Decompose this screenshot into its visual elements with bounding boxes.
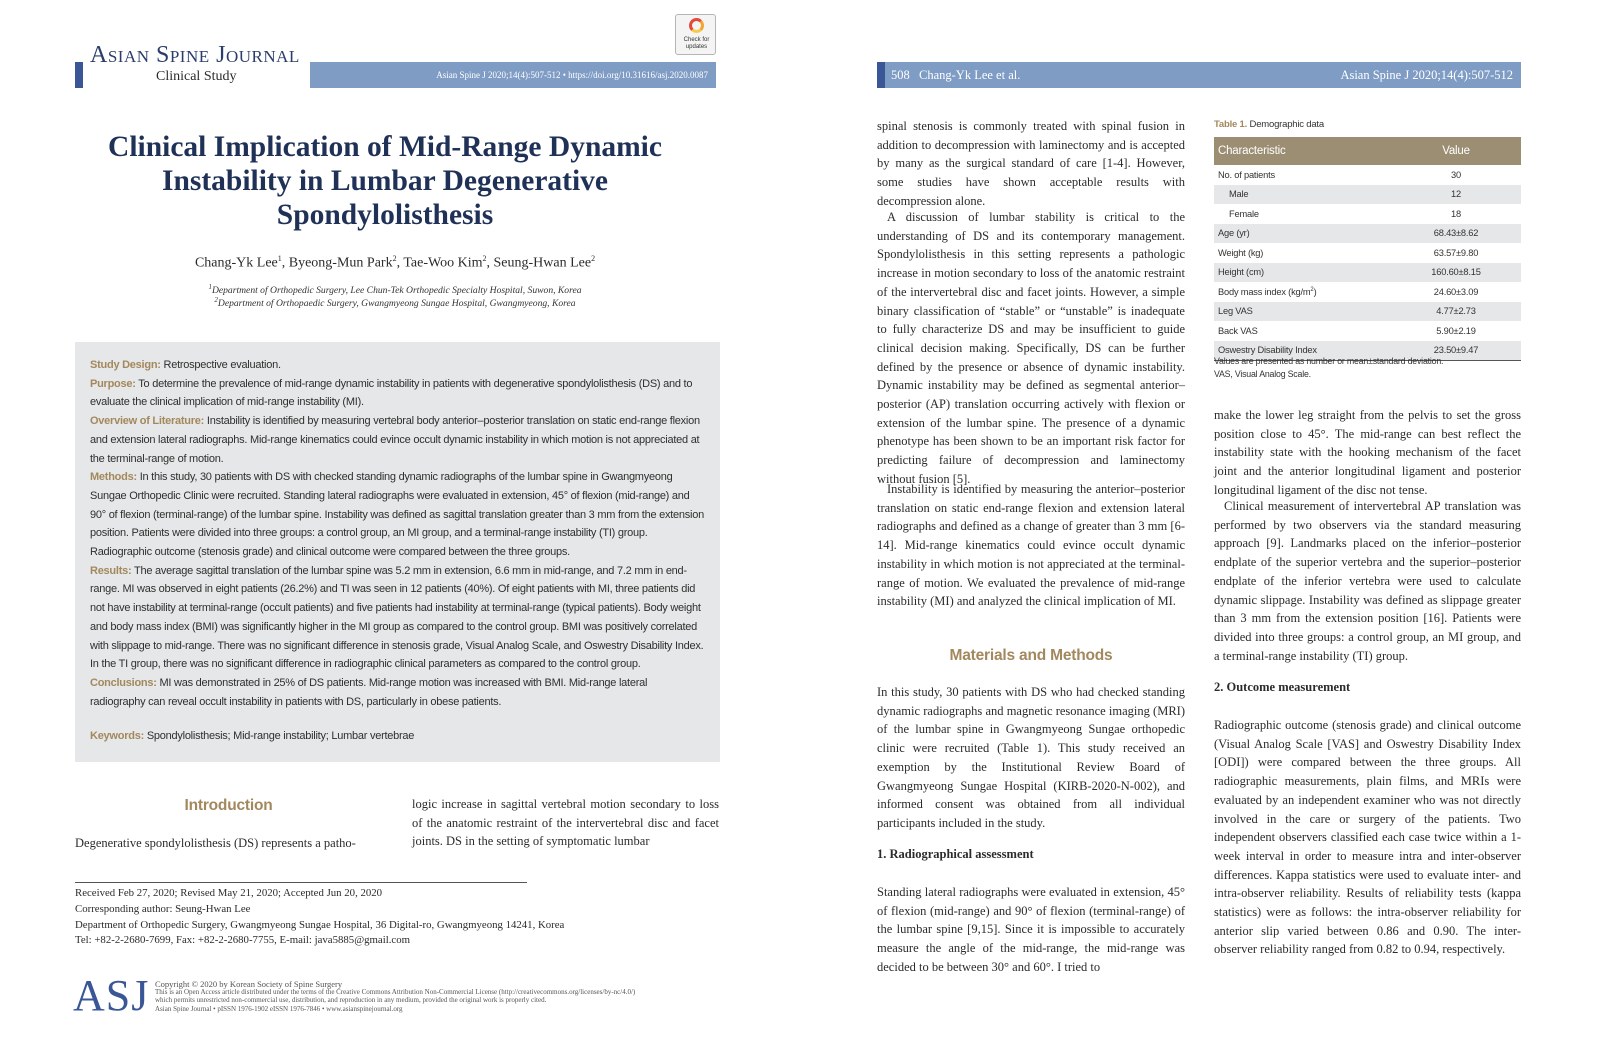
corresponding-address: Department of Orthopedic Surgery, Gwangmyeong Sungae Hospital, 36 Digital-ro, Gwangmyeong 14241, Korea <box>75 918 565 931</box>
row-label: No. of patients <box>1218 169 1275 180</box>
row-label: Leg VAS <box>1214 302 1391 322</box>
row-label: Height (cm) <box>1214 263 1391 283</box>
row-value: 23.50±9.47 <box>1391 341 1521 361</box>
table-row <box>1214 282 1521 302</box>
table-row <box>1214 204 1521 224</box>
author-name: Chang-Yk Lee <box>194 255 278 271</box>
table-row <box>1214 302 1521 322</box>
abstract-text: MI was demonstrated in 25% of DS patients. Mid-range motion was increased with BMI. Mid-range lateral radiography can reveal occult instability in patients with DS, particularly in obese patients. <box>90 676 648 708</box>
body-paragraph: Standing lateral radiographs were evaluated in extension, 45° of flexion (mid-range) and 90° of flexion (terminal-range) of the lumbar spine [9,15]. Since it is impossible to accurately measure the angle of the mid-range, the mid-range was decided to be between 30° and 60°. I tried to <box>877 885 1185 974</box>
column-header-characteristic: Characteristic <box>1214 137 1391 165</box>
author-name: Tae-Woo Kim <box>403 255 483 271</box>
table-row <box>1214 263 1521 283</box>
row-label <box>1214 282 1391 302</box>
abstract-text: The average sagittal translation of the lumbar spine was 5.2 mm in extension, 6.6 mm in mid-range, and 7.2 mm in end-range. MI was observed in eight patients (26.2%) and TI was seen in 12 patients (40%). Of eight patients with MI, three patients did not have instability at terminal-range (occult patients) and five patients had instability at terminal-range (typical patients). Body weight and body mass index (BMI) was significantly higher in the MI group as compared to the control group. BMI was positively correlated with slippage to mid-range. There was no significant difference in stenosis grade, Visual Analog Scale, and Oswestry Disability Index. In the TI group, there was no significant difference in radiographic clinical parameters as compared to the control group. <box>90 564 704 671</box>
author-name: Byeong-Mun Park <box>288 255 393 271</box>
table-caption-text: Demographic data <box>1249 119 1324 130</box>
asj-logo: ASJ <box>73 971 150 1020</box>
copyright-line: Copyright © 2020 by Korean Society of Spine Surgery <box>155 979 343 989</box>
table-row <box>1214 321 1521 341</box>
right-page <box>802 0 1603 1057</box>
affiliation-text: Department of Orthopedic Surgery, Lee Chun-Tek Orthopedic Specialty Hospital, Suwon, Korea <box>211 285 582 297</box>
running-author: Chang-Yk Lee et al. <box>919 68 1021 82</box>
subsection-heading: 1. Radiographical assessment <box>877 847 1034 861</box>
introduction-text: Degenerative spondylolisthesis (DS) represents a patho- <box>75 836 356 850</box>
study-type-label: Clinical Study <box>156 69 237 84</box>
received-dates: Received Feb 27, 2020; Revised May 21, 2020; Accepted Jun 20, 2020 <box>75 887 383 899</box>
running-header-accent <box>877 62 885 88</box>
row-value: 12 <box>1391 185 1521 205</box>
row-label-end: ) <box>1313 286 1317 297</box>
brand-accent-bar <box>75 62 83 88</box>
license-line: which permits unrestricted non-commercial use, distribution, and reproduction in any medium, provided the original work is properly cited. <box>155 996 547 1005</box>
author-name: Seung-Hwan Lee <box>493 255 592 271</box>
row-label: Back VAS <box>1218 325 1258 336</box>
body-paragraph: Clinical measurement of intervertebral AP translation was performed by two observers via the standard measuring approach [9]. Landmarks placed on the inferior–posterior endplate of the superior vertebra and the superior–posterior endplate of the inferior vertebra were used to calculate dynamic slippage. Instability was defined as slippage greater than 3 mm from the extension position [16]. Patients were divided into three groups: a control group, an MI group, and a terminal-range instability (TI) group. <box>1214 499 1521 663</box>
table-row <box>1214 185 1521 205</box>
table-row <box>1214 243 1521 263</box>
abstract-box <box>75 342 720 762</box>
corresponding-author: Corresponding author: Seung-Hwan Lee <box>75 902 251 915</box>
introduction-text-continued: logic increase in sagittal vertebral motion secondary to loss of the anatomic restraint of the intervertebral disc and facet joints. DS in the setting of symptomatic lumbar <box>412 797 719 849</box>
affiliation-sup: 2 <box>214 296 218 304</box>
citation-text: Asian Spine J 2020;14(4):507-512 • https://doi.org/10.31616/asj.2020.0087 <box>436 70 708 80</box>
row-label: Female <box>1229 208 1259 219</box>
body-paragraph: spinal stenosis is commonly treated with spinal fusion in addition to decompression with laminectomy and is accepted by many as the surgical standard of care [1-4]. However, some studies have shown acceptable results with decompression alone. <box>877 119 1185 208</box>
affiliation-sup: 1 <box>208 283 212 291</box>
introduction-heading: Introduction <box>184 797 273 814</box>
body-paragraph: Instability is identified by measuring the anterior–posterior translation on static end-range flexion and extension lateral radiographs and defined as a change of greater than 3 mm [6-14]. Mid-range kinematics could evince occult dynamic instability in which motion is not appreciated at the terminal-range of motion. We evaluated the prevalence of mid-range instability (MI) and analyzed the clinical implication of MI. <box>877 482 1185 609</box>
table-note <box>1214 355 1443 381</box>
body-paragraph: In this study, 30 patients with DS who had checked standing dynamic radiographs and magnetic resonance imaging (MRI) of the lumbar spine in Gwangmyeong Sungae orthopedic clinic were recruited (Table 1). This study received an exemption by the Institutional Review Board of Gwangmyeong Sungae Hospital (KIRB-2020-N-002), and informed consent was obtained from all individual participants included in the study. <box>877 685 1185 830</box>
abstract-label: Conclusions: <box>90 676 157 689</box>
row-value: 68.43±8.62 <box>1391 224 1521 244</box>
table-caption <box>1214 119 1324 130</box>
table-row <box>1214 224 1521 244</box>
citation-band <box>310 62 716 88</box>
row-label: Oswestry Disability Index <box>1214 341 1391 361</box>
running-header <box>885 62 1521 88</box>
row-label: Weight (kg) <box>1218 247 1264 258</box>
abstract-text: To determine the prevalence of mid-range dynamic instability in patients with degenerative spondylolisthesis (DS) and to evaluate the clinical implication of mid-range instability (MI). <box>90 377 693 409</box>
table-caption-label: Table 1. <box>1214 119 1248 130</box>
check-for-updates-badge[interactable] <box>675 14 716 55</box>
affiliation-2 <box>75 296 715 309</box>
demographic-table <box>1214 137 1521 361</box>
row-value: 24.60±3.09 <box>1433 286 1479 297</box>
abstract-label: Overview of Literature: <box>90 415 205 428</box>
row-value: 18 <box>1451 208 1461 219</box>
license-line: This is an Open Access article distributed under the terms of the Creative Commons Attribution Non-Commercial License (http://creativecommons.org/licenses/by-nc/4.0/) <box>155 988 636 997</box>
article-title: Clinical Implication of Mid-Range Dynamic Instability in Lumbar Degenerative Spondylolisthesis <box>108 131 662 231</box>
abstract-label: Purpose: <box>90 377 136 390</box>
row-value: 30 <box>1451 169 1461 180</box>
affiliation-text: Department of Orthopaedic Surgery, Gwangmyeong Sungae Hospital, Gwangmyeong, Korea <box>217 298 576 310</box>
left-page <box>0 0 801 1057</box>
body-paragraph: Radiographic outcome (stenosis grade) and clinical outcome (Visual Analog Scale [VAS] and Oswestry Disability Index [ODI]) were compared between the three groups. All radiographic measurements, plain films, and MRIs were evaluated by an independent examiner who was not directly involved in the care or surgery of the patients. Two independent observers classified each case twice within a 1-week interval in order to measure intra and inter-observer differences. Kappa statistics were used to evaluate inter- and intra-observer reliability. Results of reliability tests (kappa statistics) were as follows: the intra-observer reliability for anterior slip varied between 0.86 and 0.90. The inter-observer reliability ranged from 0.82 to 0.94, respectively. <box>1214 718 1521 957</box>
abstract-purpose <box>90 375 705 412</box>
author-list: Chang-Yk Lee$^1$, Byeong-Mun Park$^2$, Tae-Woo Kim$^2$, Seung-Hwan Lee$^2$ <box>194 254 596 271</box>
abstract-study-design <box>90 356 705 375</box>
abstract-overview <box>90 412 705 468</box>
corresponding-contact: Tel: +82-2-2680-7699, Fax: +82-2-2680-7755, E-mail: java5885@gmail.com <box>75 934 411 947</box>
table-note-line: VAS, Visual Analog Scale. <box>1214 369 1311 379</box>
row-value: 4.77±2.73 <box>1391 302 1521 322</box>
column-header-value: Value <box>1391 137 1521 165</box>
body-paragraph: A discussion of lumbar stability is critical to the understanding of DS and its contemporary management. Spondylolisthesis in this setting represents a pathologic increase in motion secondary to loss of the anatomic restraint of the intervertebral disc and facet joints. However, a simple binary classification of “stable” or “unstable” is inadequate to fully characterize DS and may be insufficient to guide clinical decision making. Specifically, DS can be further defined by the presence or absence of dynamic instability. Dynamic instability may be defined as segmental anterior–posterior (AP) translation occurring actively with flexion or extension of the lumbar spine. The presence of a dynamic phenotype has been shown to be an important risk factor for predicting failure of decompression and laminectomy without fusion [5]. <box>877 210 1185 486</box>
issn-line: Asian Spine Journal • pISSN 1976-1902 eISSN 1976-7846 • www.asianspinejournal.org <box>155 1004 403 1013</box>
abstract-methods <box>90 468 705 562</box>
row-value: 63.57±9.80 <box>1433 247 1479 258</box>
table-note-line: Values are presented as number or mean±standard deviation. <box>1214 356 1444 366</box>
materials-methods-heading: Materials and Methods <box>949 647 1113 664</box>
row-label: Male <box>1214 185 1391 205</box>
row-label: Age (yr) <box>1214 224 1391 244</box>
row-value: 5.90±2.19 <box>1436 325 1476 336</box>
abstract-conclusions <box>90 674 705 711</box>
footnote-divider <box>75 882 527 883</box>
abstract-label: Study Design: <box>90 359 161 371</box>
journal-name: Asian Spine Journal <box>90 42 300 68</box>
running-journal: Asian Spine J 2020;14(4):507-512 <box>1340 68 1513 82</box>
author-affiliation-sup: 2 <box>591 254 596 263</box>
abstract-label: Methods: <box>90 471 137 484</box>
author-affiliation-sup: 2 <box>392 254 397 263</box>
body-paragraph: make the lower leg straight from the pelvis to set the gross position close to 45°. The mid-range can best reflect the instability state with the hooking mechanism of the facet joint and the anterior longitudinal ligament and posterior longitudinal ligament of the disc not tense. <box>1214 408 1521 497</box>
update-bookmark-icon <box>689 18 704 33</box>
copyright-notice <box>155 980 755 1013</box>
affiliation-1 <box>75 283 715 296</box>
author-affiliation-sup: 1 <box>277 254 282 263</box>
abstract-text: In this study, 30 patients with DS with checked standing dynamic radiographs of the lumbar spine in Gwangmyeong Sungae Orthopedic Clinic were recruited. Standing lateral radiographs were evaluated in extension, 45° of flexion (mid-range) and 90° of flexion (terminal-range) of the lumbar spine. Instability was defined as sagittal translation greater than 3 mm from the extension position. Patients were divided into three groups: a control group, an MI group, and a terminal-range instability (TI) group. Radiographic outcome (stenosis grade) and clinical outcome were compared between the three groups. <box>90 471 704 559</box>
abstract-label: Results: <box>90 564 132 577</box>
check-for-updates-label: Check for updates <box>683 37 710 50</box>
table-header-row <box>1214 137 1521 165</box>
row-label-text: Body mass index (kg/m <box>1218 286 1311 297</box>
row-value: 160.60±8.15 <box>1391 263 1521 283</box>
abstract-results <box>90 562 705 674</box>
row-label-sup: 2 <box>1310 286 1314 293</box>
abstract-label: Keywords: <box>90 730 144 743</box>
abstract-keywords <box>90 727 705 746</box>
abstract-text: Retrospective evaluation. <box>163 359 281 371</box>
page-number: 508 <box>891 68 910 82</box>
abstract-text: Spondylolisthesis; Mid-range instability; Lumbar vertebrae <box>146 730 415 743</box>
abstract-text: Instability is identified by measuring vertebral body anterior–posterior translation on static end-range flexion and extension lateral radiographs. Mid-range kinematics could evince occult dynamic instability in which motion is not appreciated at the terminal-range of motion. <box>90 415 700 465</box>
footnotes <box>75 886 735 949</box>
subsection-heading: 2. Outcome measurement <box>1214 680 1351 694</box>
author-affiliation-sup: 2 <box>482 254 487 263</box>
table-row <box>1214 165 1521 185</box>
